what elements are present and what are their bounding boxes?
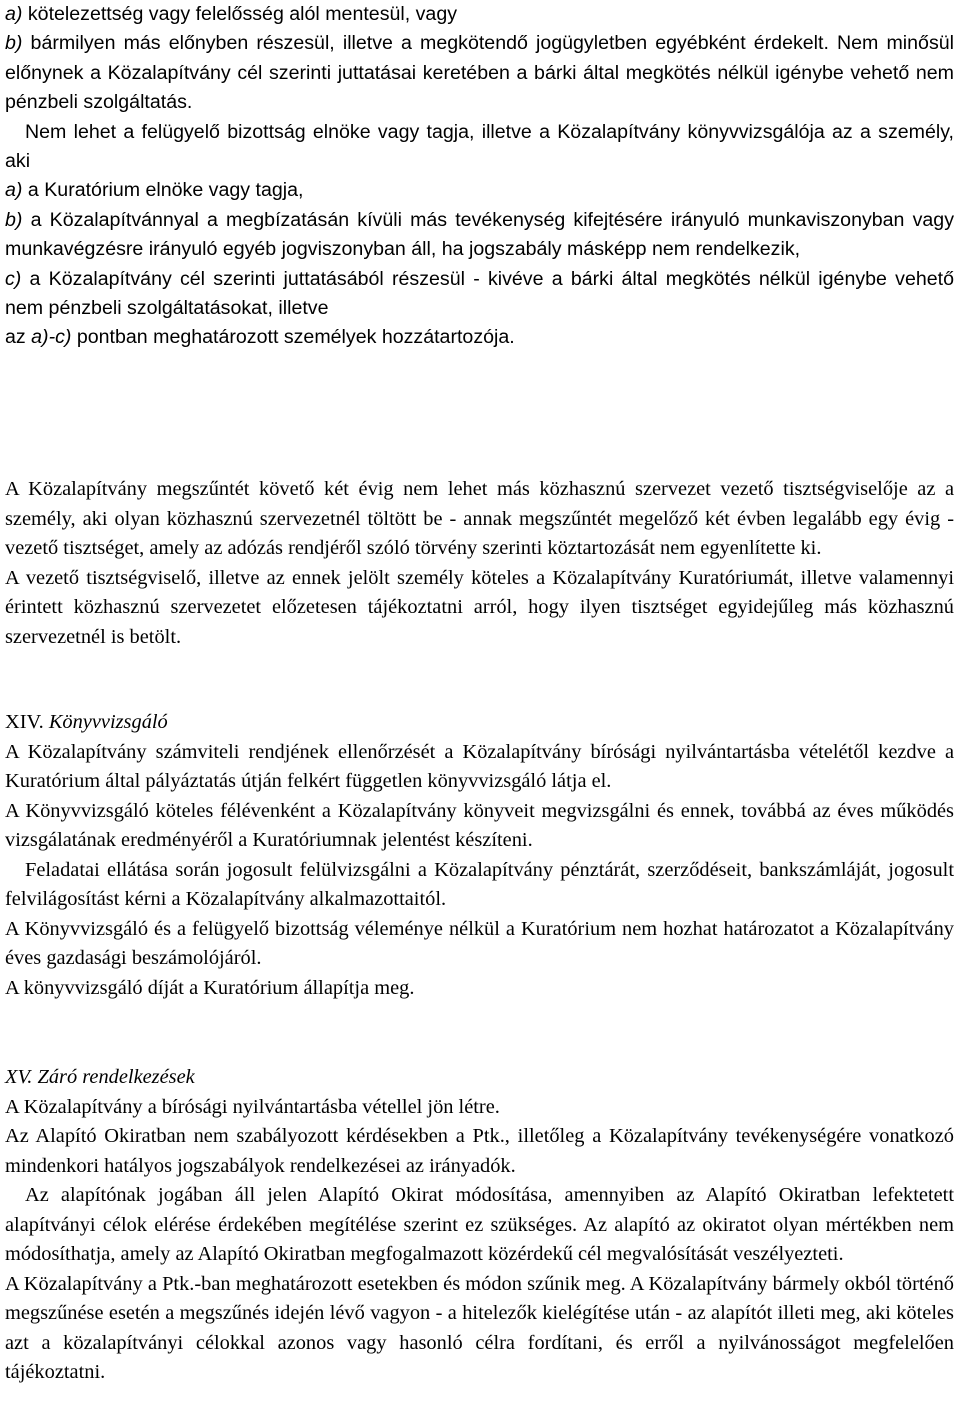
paragraph: [5, 265, 954, 324]
paragraph: [5, 0, 954, 29]
paragraph: A Közalapítvány számviteli rendjének ellenőrzését a Közalapítvány bírósági nyilvántartásba vételétől kezdve a Kuratórium által pályáztatás útján felkért független könyvvizsgáló látja el.: [5, 740, 954, 792]
section-title: Könyvvizsgáló: [43, 711, 168, 733]
paragraph-text: az: [5, 326, 32, 349]
paragraph-text: bármilyen más előnyben részesül, illetve a megkötendő jogügyletben egyébként érdekelt. Nem minősül előnynek a Közalapítvány cél szerinti juttatásai keretében a bárki által megkötés nélkül igénybe vehető nem pénzbeli szolgáltatás.: [5, 32, 954, 114]
paragraph-text: a Közalapítvány cél szerinti juttatásából részesül - kivéve a bárki által megkötés nélkül igénybe vehető nem pénzbeli szolgáltatásokat, illetve: [5, 267, 954, 320]
paragraph: Az alapítónak jogában áll jelen Alapító Okirat módosítása, amennyiben az Alapító Okiratban lefektetett alapítványi célok elérése érdekében megítélése szerint ez szükséges. Az alapító az okiratot olyan mértékben nem módosíthatja, amely az Alapító Okiratban megfogalmazott közérdekű cél megvalósítását veszélyezteti.: [5, 1184, 954, 1265]
section-heading: [5, 1063, 954, 1093]
paragraph: A Könyvvizsgáló köteles félévenként a Közalapítvány könyveit megvizsgálni és ennek, továbbá az éves működés vizsgálatának eredményéről a Kuratóriumnak jelentést készíteni.: [5, 799, 954, 851]
section-auditor: [5, 708, 954, 1003]
paragraph: A Közalapítvány megszűntét követő két évig nem lehet más közhasznú szervezet vezető tisztségviselője az a személy, aki olyan közhasznú szervezetnél töltött be - annak megszűntét megelőző két évben legalább egy évig - vezető tisztséget, amely az adózás rendjéről szóló törvény szerinti köztartozását nem egyenlítette ki.: [5, 478, 954, 559]
section-closing-provisions: [5, 1063, 954, 1388]
paragraph: [5, 206, 954, 265]
paragraph-text: kötelezettség vagy felelősség alól mentesül, vagy: [22, 3, 458, 25]
paragraph: A Közalapítvány a bírósági nyilvántartásba vétellel jön létre.: [5, 1095, 500, 1118]
item-marker: a): [5, 179, 23, 202]
section-heading: [5, 708, 954, 738]
section-number: XIV.: [5, 711, 44, 733]
section-conflict-of-interest: [5, 0, 954, 353]
paragraph: A Közalapítvány a Ptk.-ban meghatározott esetekben és módon szűnik meg. A Közalapítvány bármely okból történő megszűnése esetén a megszűnés idején lévő vagyon - a hitelezők kielégítése után - az alapítót illeti meg, aki köteles azt a közalapítványi célokkal azonos vagy hasonló célra fordítani, és erről a nyilvánosságot megfelelően tájékoztatni.: [5, 1272, 954, 1383]
paragraph-text: a Kuratórium elnöke vagy tagja,: [22, 179, 304, 202]
item-marker: b): [5, 32, 23, 55]
paragraph: A vezető tisztségviselő, illetve az ennek jelölt személy köteles a Közalapítvány Kuratóriumát, illetve valamennyi érintett közhasznú szervezetet előzetesen tájékoztatni arról, hogy ilyen tisztséget egyidejűleg más közhasznú szervezetnél is betölt.: [5, 566, 954, 648]
paragraph: [5, 323, 954, 352]
paragraph-text: pontban meghatározott személyek hozzátartozója.: [71, 326, 515, 349]
item-marker: c): [5, 267, 22, 290]
paragraph: [5, 29, 954, 117]
item-marker: b): [5, 208, 23, 231]
section-number: XV.: [5, 1066, 33, 1088]
paragraph-text: a Közalapítvánnyal a megbízatásán kívüli más tevékenység kifejtésére irányuló munkaviszonyban vagy munkavégzésre irányuló egyéb jogviszonyban áll, ha jogszabály másképp nem rendelkezik,: [5, 208, 954, 261]
paragraph: [5, 176, 954, 205]
section-officer-restrictions: [5, 475, 954, 652]
paragraph: A könyvvizsgáló díját a Kuratórium állapítja meg.: [5, 976, 415, 999]
item-marker: a): [5, 3, 23, 25]
item-marker: a)-c): [31, 326, 72, 349]
paragraph: Az Alapító Okiratban nem szabályozott kérdésekben a Ptk., illetőleg a Közalapítvány tevékenységére vonatkozó mindenkori hatályos jogszabályok rendelkezései az irányadók.: [5, 1125, 954, 1177]
paragraph: Nem lehet a felügyelő bizottság elnöke vagy tagja, illetve a Közalapítvány könyvvizsgálója az a személy, aki: [5, 120, 954, 173]
paragraph: Feladatai ellátása során jogosult felülvizsgálni a Közalapítvány pénztárát, szerződéseit, bankszámláját, jogosult felvilágosítást kérni a Közalapítvány alkalmazottaitól.: [5, 858, 954, 910]
section-title: Záró rendelkezések: [32, 1066, 195, 1088]
paragraph: A Könyvvizsgáló és a felügyelő bizottság véleménye nélkül a Kuratórium nem hozhat határozatot a Közalapítvány éves gazdasági beszámolójáról.: [5, 917, 954, 969]
